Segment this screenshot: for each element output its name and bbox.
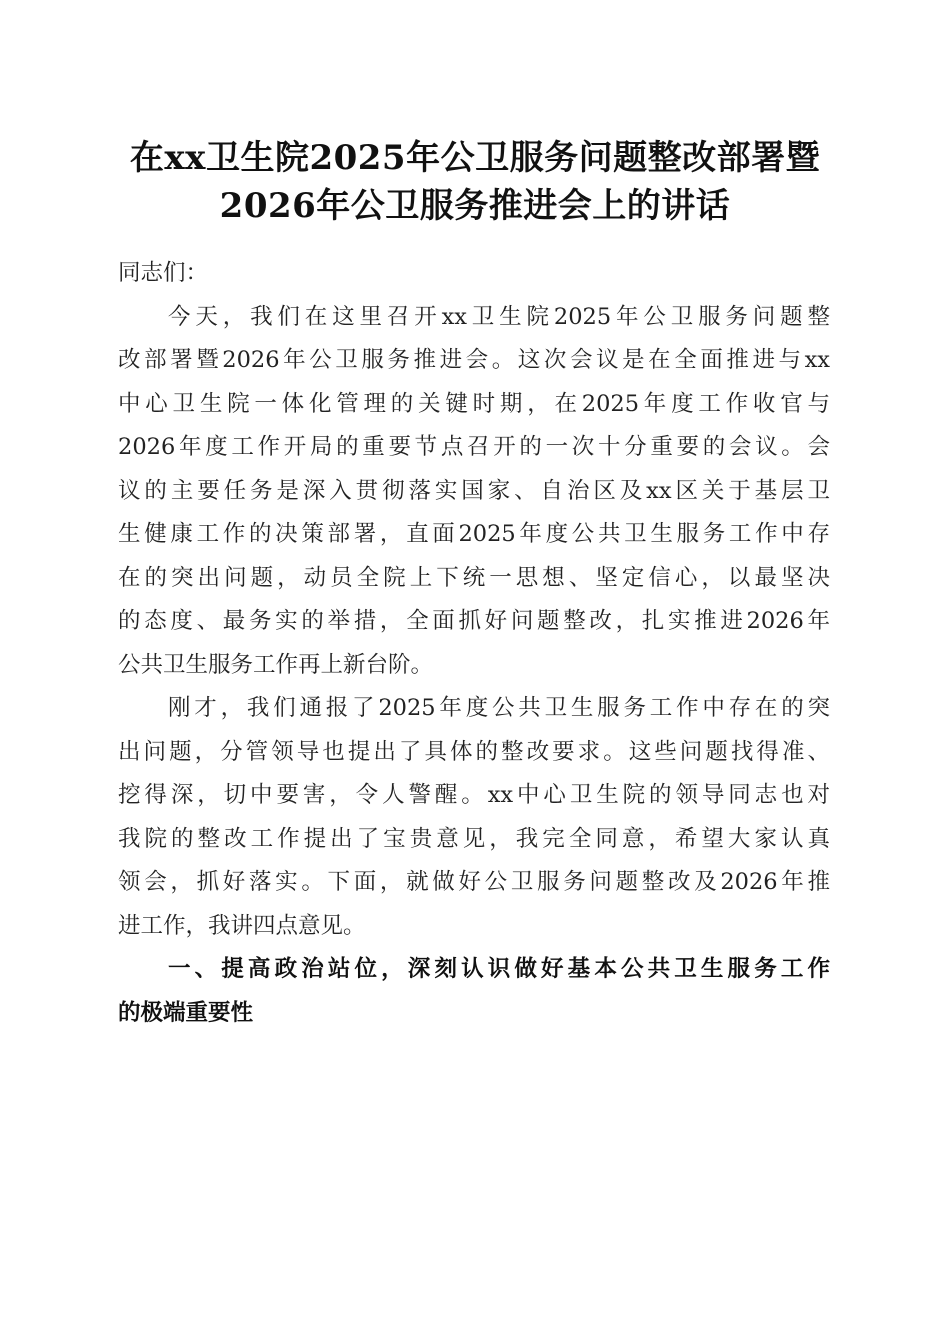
paragraph-1 <box>118 296 830 688</box>
section-heading-1-line: 的极端重要性 <box>118 999 254 1026</box>
paragraph-1-line: 改部署暨2026年公卫服务推进会。这次会议是在全面推进与xx <box>118 347 830 373</box>
section-heading-1 <box>118 948 830 1035</box>
paragraph-2-line: 进工作，我讲四点意见。 <box>118 912 366 939</box>
section-heading-1-line: 一、提高政治站位，深刻认识做好基本公共卫生服务工作 <box>168 956 830 982</box>
paragraph-2-line: 我院的整改工作提出了宝贵意见，我完全同意，希望大家认真 <box>118 825 830 852</box>
paragraph-2-line: 挖得深，切中要害，令人警醒。xx中心卫生院的领导同志也对 <box>118 782 830 808</box>
paragraph-2-line: 领会，抓好落实。下面，就做好公卫服务问题整改及2026年推 <box>118 869 830 895</box>
title-line-1: 在xx卫生院2025年公卫服务问题整改部署暨 <box>129 138 821 178</box>
paragraph-1-line: 生健康工作的决策部署，直面2025年度公共卫生服务工作中存 <box>118 521 830 547</box>
paragraph-2-line: 出问题，分管领导也提出了具体的整改要求。这些问题找得准、 <box>118 738 830 765</box>
paragraph-1-line: 中心卫生院一体化管理的关键时期，在2025年度工作收官与 <box>118 390 830 417</box>
salutation: 同志们： <box>118 260 209 286</box>
document-title <box>80 134 870 230</box>
paragraph-1-line: 今天，我们在这里召开xx卫生院2025年公卫服务问题整 <box>168 303 830 330</box>
paragraph-1-line: 公共卫生服务工作再上新台阶。 <box>118 651 434 678</box>
document-body <box>118 252 830 1035</box>
title-line-2: 2026年公卫服务推进会上的讲话 <box>219 186 731 226</box>
paragraph-2 <box>118 687 830 948</box>
paragraph-2-line: 刚才，我们通报了2025年度公共卫生服务工作中存在的突 <box>168 695 830 721</box>
paragraph-1-line: 议的主要任务是深入贯彻落实国家、自治区及xx区关于基层卫 <box>118 477 830 504</box>
paragraph-1-line: 2026年度工作开局的重要节点召开的一次十分重要的会议。会 <box>118 434 830 460</box>
paragraph-1-line: 的态度、最务实的举措，全面抓好问题整改，扎实推进2026年 <box>118 608 830 634</box>
paragraph-1-line: 在的突出问题，动员全院上下统一思想、坚定信心，以最坚决 <box>118 564 830 591</box>
